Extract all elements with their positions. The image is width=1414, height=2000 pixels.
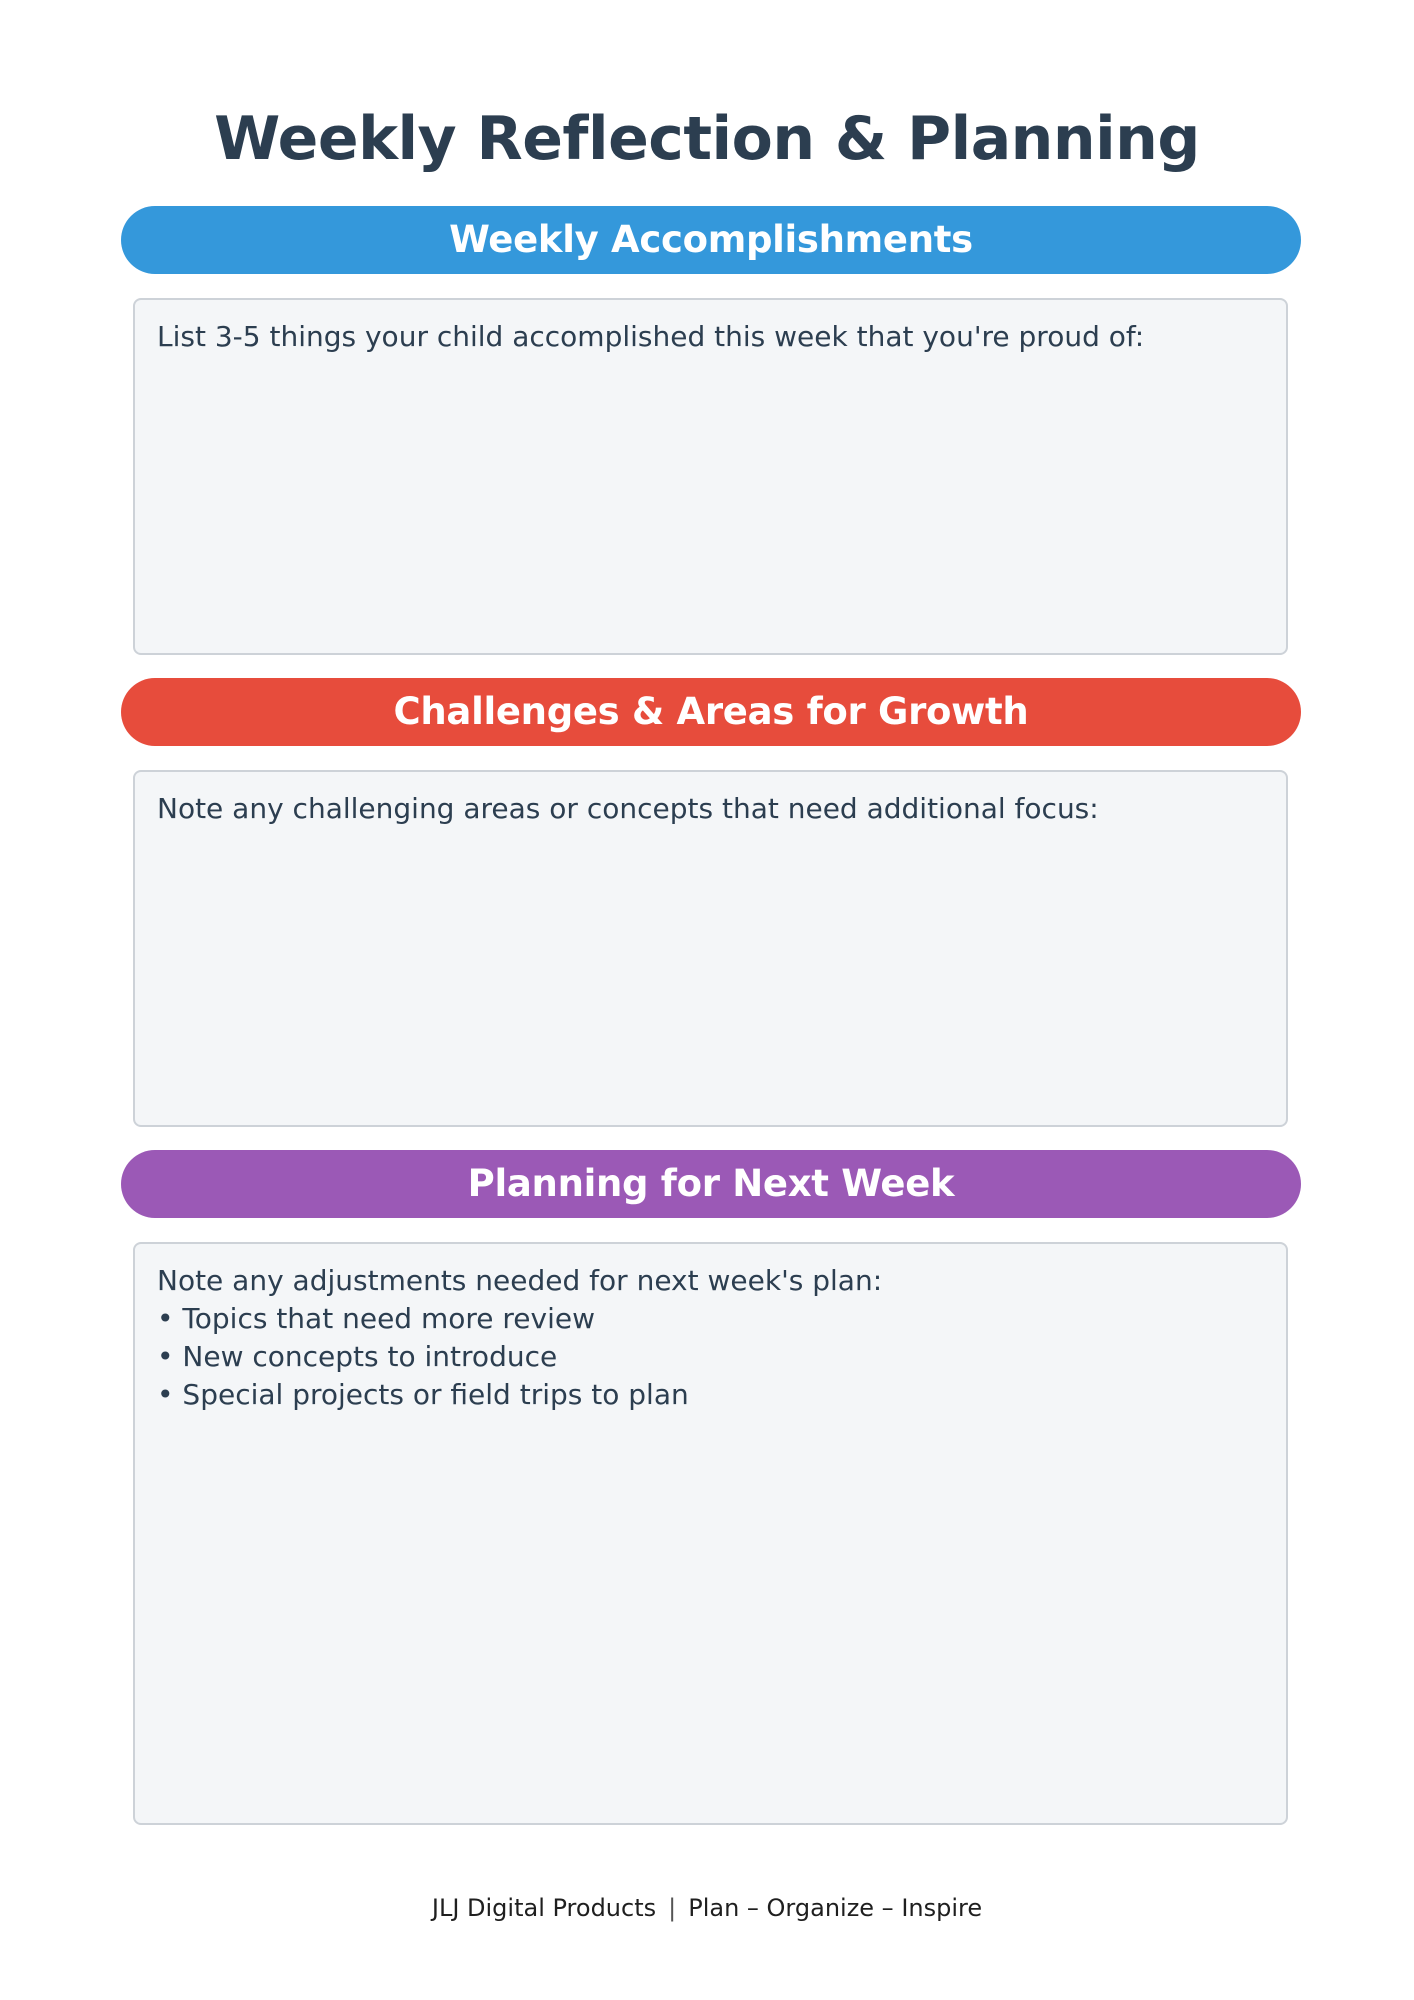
page-title: Weekly Reflection & Planning (214, 104, 1200, 174)
section-header-planning: Planning for Next Week (121, 1150, 1301, 1218)
footer-tagline: Plan – Organize – Inspire (688, 1894, 983, 1922)
planning-prompt: Note any adjustments needed for next week's plan: (157, 1264, 883, 1297)
accomplishments-prompt: List 3-5 things your child accomplished this week that you're proud of: (157, 320, 1145, 353)
planning-bullet-new-concepts: • New concepts to introduce (157, 1340, 558, 1373)
challenges-writing-box[interactable] (133, 770, 1288, 1127)
planning-bullet-review: • Topics that need more review (157, 1302, 595, 1335)
section-header-challenges: Challenges & Areas for Growth (121, 678, 1301, 746)
challenges-prompt: Note any challenging areas or concepts that need additional focus: (157, 792, 1099, 825)
section-header-accomplishments: Weekly Accomplishments (121, 206, 1301, 274)
planning-bullet-projects: • Special projects or field trips to plan (157, 1378, 689, 1411)
footer (0, 1892, 1414, 1924)
planning-writing-box[interactable] (133, 1242, 1288, 1825)
footer-separator: | (668, 1894, 677, 1922)
accomplishments-writing-box[interactable] (133, 298, 1288, 655)
footer-brand: JLJ Digital Products (431, 1894, 657, 1922)
